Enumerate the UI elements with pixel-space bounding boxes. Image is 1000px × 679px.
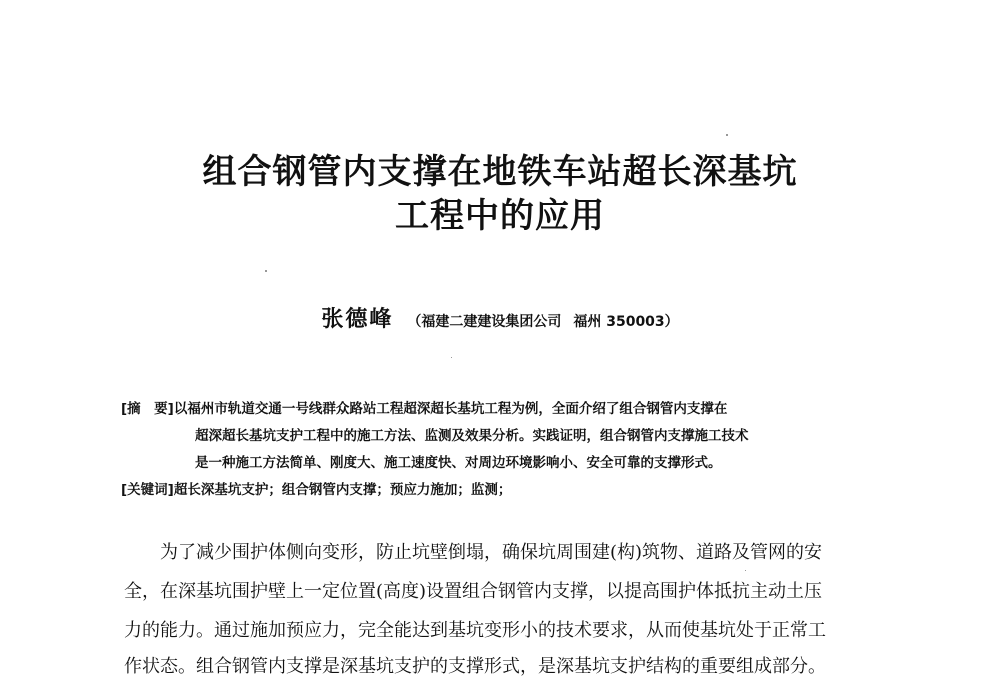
- body-text-line-2: 全，在深基坑围护壁上一定位置(高度)设置组合钢管内支撑，以提高围护体抵抗主动土压: [124, 581, 823, 602]
- abstract-line-2: 超深超长基坑支护工程中的施工方法、监测及效果分析。实践证明，组合钢管内支撑施工技术: [195, 428, 749, 444]
- scan-speck: [745, 570, 746, 571]
- author-city-postcode: 福州 350003）: [573, 314, 679, 330]
- body-text-line-1: 为了减少围护体侧向变形，防止坑壁倒塌，确保坑周围建(构)筑物、道路及管网的安: [160, 542, 823, 563]
- abstract-line-3: 是一种施工方法简单、刚度大、施工速度快、对周边环境影响小、安全可靠的支撑形式。: [195, 455, 722, 471]
- paper-title-line-1: 组合钢管内支撑在地铁车站超长深基坑: [202, 152, 798, 192]
- author-block: [0, 306, 1000, 335]
- author-name: 张德峰: [321, 306, 394, 332]
- keywords-label: [关键词]: [121, 482, 174, 498]
- scan-speck: [265, 270, 267, 272]
- scan-speck: [451, 357, 452, 358]
- body-text-line-4: 作状态。组合钢管内支撑是深基坑支护的支撑形式，是深基坑支护结构的重要组成部分。: [124, 656, 826, 677]
- scan-speck: [726, 134, 728, 136]
- abstract-text: 以福州市轨道交通一号线群众路站工程超深超长基坑工程为例，全面介绍了组合钢管内支撑在: [173, 401, 728, 417]
- abstract-label: [摘 要]: [121, 401, 174, 417]
- paper-title-line-2: 工程中的应用: [395, 196, 605, 236]
- body-text-line-3: 力的能力。通过施加预应力，完全能达到基坑变形小的技术要求，从而使基坑处于正常工: [124, 620, 826, 641]
- keywords-text: 超长深基坑支护；组合钢管内支撑；预应力施加；监测；: [173, 482, 512, 498]
- keywords-line: [121, 480, 511, 500]
- author-affiliation: （福建二建建设集团公司: [407, 314, 562, 330]
- abstract-line-1: [121, 399, 727, 419]
